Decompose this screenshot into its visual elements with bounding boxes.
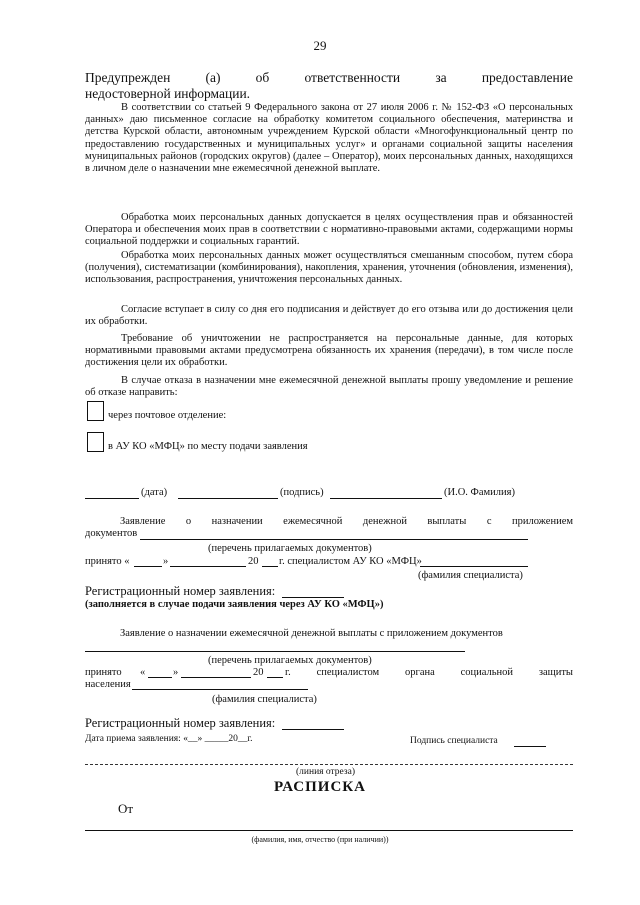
social-statement: Заявление о назначении ежемесячной денежной выплаты с приложением документов bbox=[120, 628, 503, 639]
mfc-statement-line-1: Заявление о назначении ежемесячной денежной выплаты с приложением bbox=[120, 516, 573, 527]
receipt-fio-caption: (фамилия, имя, отчество (при наличии)) bbox=[251, 835, 389, 844]
social-docs-blank[interactable] bbox=[85, 651, 465, 652]
paragraph-text: В соответствии со статьей 9 Федерального закона от 27 июля 2006 г. № 152-ФЗ «О персональных данных» даю письменное согласие на обработку комитетом социального обеспечения, материнства и детства Курской области, автономным учреждением Курской области «Многофункциональный центр по предоставлению государственных и муниципальных услуг» и органами социальной защиты населения муниципальных районов (городских округов) (далее – Оператор), моих персональных данных, находящихся в личном деле о назначении мне ежемесячной денежной выплате. bbox=[85, 102, 573, 175]
date-blank[interactable] bbox=[85, 498, 139, 499]
mfc-statement-line-2: документов bbox=[85, 528, 138, 539]
social-month-blank[interactable] bbox=[181, 677, 251, 678]
social-accepted-prefix: принято bbox=[85, 667, 122, 678]
social-year-blank[interactable] bbox=[267, 677, 283, 678]
social-reg-number-blank[interactable] bbox=[282, 729, 344, 730]
mfc-note: (заполняется в случае подачи заявления через АУ КО «МФЦ») bbox=[85, 599, 384, 610]
cut-line bbox=[85, 764, 573, 765]
signature-caption: (подпись) bbox=[280, 487, 324, 498]
social-docs-caption: (перечень прилагаемых документов) bbox=[208, 655, 372, 666]
consent-paragraph-5 bbox=[85, 333, 573, 370]
consent-paragraph-3 bbox=[85, 250, 573, 287]
social-receipt-date: Дата приема заявления: «__» _____20__г. bbox=[85, 734, 253, 744]
checkbox-mfc[interactable] bbox=[87, 432, 104, 452]
social-specialist-blank[interactable] bbox=[132, 689, 308, 690]
consent-paragraph-4 bbox=[85, 304, 573, 328]
mfc-reg-label: Регистрационный номер заявления: bbox=[85, 584, 276, 598]
mfc-month-blank[interactable] bbox=[170, 566, 246, 567]
social-quote-close: » bbox=[173, 667, 179, 678]
receipt-fio-blank[interactable] bbox=[85, 830, 573, 831]
social-reg-label: Регистрационный номер заявления: bbox=[85, 716, 276, 730]
social-signature-blank[interactable] bbox=[514, 746, 546, 747]
receipt-from-label: От bbox=[118, 801, 134, 816]
social-specialist-signature: Подпись специалиста bbox=[410, 736, 498, 746]
cut-line-caption: (линия отреза) bbox=[296, 767, 356, 777]
mfc-day-blank[interactable] bbox=[134, 566, 162, 567]
mfc-accepted-suffix: г. специалистом АУ КО «МФЦ» bbox=[279, 556, 422, 567]
social-specialist-caption: (фамилия специалиста) bbox=[212, 694, 317, 705]
signature-blank[interactable] bbox=[178, 498, 278, 499]
page-number: 29 bbox=[313, 38, 327, 53]
warning-line-1: Предупрежден (а) об ответственности за предоставление bbox=[85, 70, 573, 85]
consent-paragraph-6 bbox=[85, 375, 573, 399]
option-post-office-label: через почтовое отделение: bbox=[108, 410, 227, 421]
warning-block bbox=[85, 70, 573, 101]
mfc-reg-number-blank[interactable] bbox=[282, 597, 344, 598]
mfc-accepted-mid: » bbox=[163, 556, 169, 567]
mfc-accepted-prefix: принято « bbox=[85, 556, 130, 567]
name-blank[interactable] bbox=[330, 498, 442, 499]
mfc-year-blank[interactable] bbox=[262, 566, 278, 567]
paragraph-text: Требование об уничтожении не распространяется на персональные данные, для которых нормативными правовыми актами предусмотрена обязанность их хранения (передачи), в том числе после достижения цели их обработки. bbox=[85, 333, 573, 369]
social-quote-open: « bbox=[140, 667, 146, 678]
mfc-accepted-year: 20 bbox=[248, 556, 259, 567]
consent-paragraph-2 bbox=[85, 212, 573, 249]
paragraph-text: Согласие вступает в силу со дня его подписания и действует до его отзыва или до достижения цели их обработки. bbox=[85, 304, 573, 328]
paragraph-text: Обработка моих персональных данных допускается в целях осуществления прав и обязанностей Оператора и обеспечения моих прав в соответствии с нормативно-правовыми актами, содержащими нормы социальной поддержки и социальных гарантий. bbox=[85, 212, 573, 248]
social-population: населения bbox=[85, 679, 131, 690]
social-day-blank[interactable] bbox=[148, 677, 172, 678]
mfc-specialist-blank[interactable] bbox=[420, 566, 528, 567]
paragraph-text: Обработка моих персональных данных может осуществляться смешанным способом, путем сбора (получения), систематизации (комбинирования), накопления, хранения, уточнения (обновления, изменения), использования, распространения, уничтожения персональных данных. bbox=[85, 250, 573, 286]
date-caption: (дата) bbox=[141, 487, 168, 498]
checkbox-post-office[interactable] bbox=[87, 401, 104, 421]
warning-line-2: недостоверной информации. bbox=[85, 85, 251, 101]
paragraph-text: В случае отказа в назначении мне ежемесячной денежной выплаты прошу уведомление и решение об отказе направить: bbox=[85, 375, 573, 399]
mfc-docs-caption: (перечень прилагаемых документов) bbox=[208, 543, 372, 554]
name-caption: (И.О. Фамилия) bbox=[444, 487, 515, 498]
receipt-title: РАСПИСКА bbox=[273, 779, 367, 795]
consent-paragraph-1 bbox=[85, 102, 573, 175]
mfc-docs-blank[interactable] bbox=[140, 539, 528, 540]
social-accepted-suffix: г. специалистом органа социальной защиты bbox=[285, 667, 573, 678]
mfc-specialist-caption: (фамилия специалиста) bbox=[418, 570, 523, 581]
option-mfc-label: в АУ КО «МФЦ» по месту подачи заявления bbox=[108, 441, 308, 452]
social-accepted-year: 20 bbox=[253, 667, 264, 678]
